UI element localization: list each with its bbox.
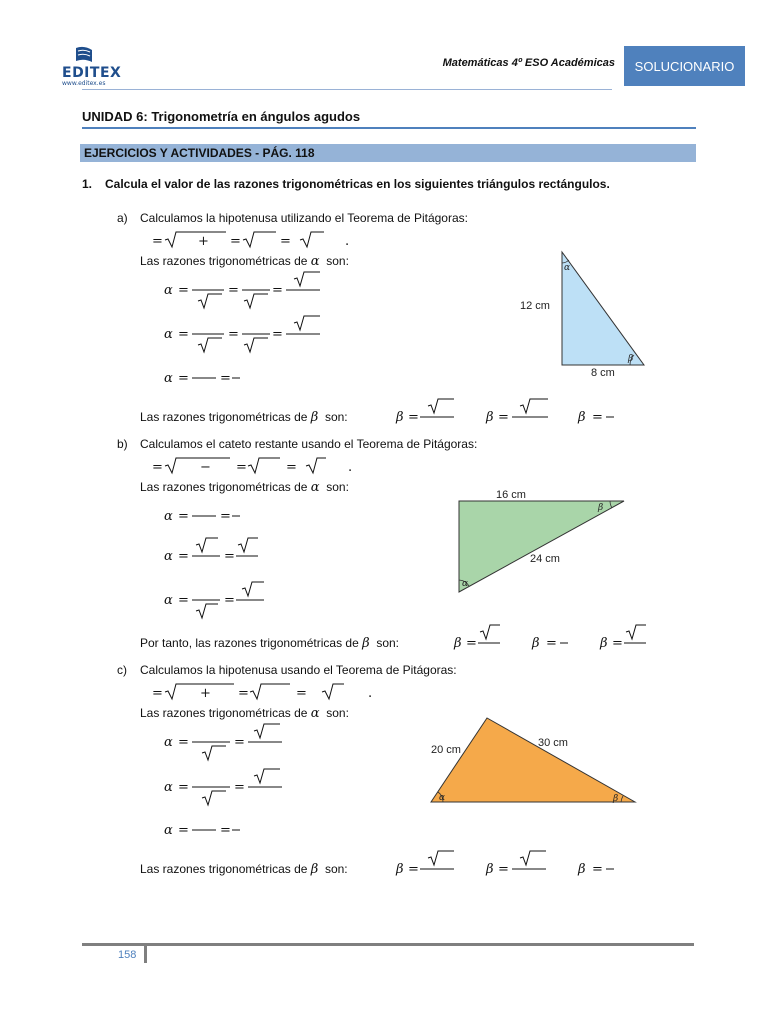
svg-text:=: =	[178, 327, 189, 342]
part-a-alpha-ratio-3	[162, 366, 252, 386]
svg-text:=: =	[592, 410, 603, 425]
svg-text:+: +	[198, 234, 209, 249]
footer-tick	[144, 944, 147, 963]
svg-text:α: α	[564, 263, 571, 273]
svg-text:=: =	[498, 410, 509, 425]
svg-text:α: α	[164, 509, 173, 524]
svg-text:=: =	[236, 460, 247, 475]
part-c-alpha-text: Las razones trigonométricas de α son:	[140, 706, 349, 721]
part-a-intro: Calculamos la hipotenusa utilizando el Teorema de Pitágoras:	[140, 211, 468, 225]
svg-text:=: =	[408, 410, 419, 425]
svg-text:=: =	[220, 509, 231, 524]
svg-text:β: β	[578, 410, 586, 425]
svg-text:=: =	[178, 780, 189, 795]
logo-url: www.editex.es	[62, 80, 106, 87]
svg-text:=: =	[178, 593, 189, 608]
part-c-letter: c)	[117, 663, 127, 677]
part-c-alpha-ratio-2	[162, 767, 292, 807]
svg-text:α: α	[164, 371, 173, 386]
svg-text:.: .	[345, 234, 350, 249]
part-a-letter: a)	[117, 211, 128, 225]
question-number: 1.	[82, 177, 93, 191]
part-b-beta-ratios	[452, 620, 652, 650]
svg-text:=: =	[230, 234, 241, 249]
svg-text:β: β	[532, 636, 540, 651]
page-number: 158	[118, 949, 137, 961]
svg-text:=: =	[296, 686, 307, 701]
triangle-b-side-16: 16 cm	[496, 489, 526, 501]
part-a-pythagoras-formula	[150, 228, 360, 250]
svg-text:β: β	[578, 862, 586, 877]
part-a-alpha-ratio-2	[162, 316, 332, 354]
svg-text:β: β	[613, 794, 619, 804]
document-title: Matemáticas 4º ESO Académicas	[442, 57, 615, 69]
svg-text:=: =	[178, 735, 189, 750]
svg-text:=: =	[498, 862, 509, 877]
svg-text:α: α	[164, 823, 173, 838]
svg-text:=: =	[228, 327, 239, 342]
logo-text: EDITEX	[62, 65, 122, 81]
svg-text:=: =	[238, 686, 249, 701]
editex-logo-icon	[62, 46, 124, 66]
part-c-alpha-ratio-3	[162, 818, 252, 838]
svg-text:=: =	[280, 234, 291, 249]
part-c-intro: Calculamos la hipotenusa usando el Teorema de Pitágoras:	[140, 663, 457, 677]
footer-rule	[82, 943, 694, 946]
svg-text:=: =	[234, 780, 245, 795]
svg-text:β: β	[396, 862, 404, 877]
svg-text:=: =	[224, 593, 235, 608]
part-a-beta-ratios	[394, 396, 624, 424]
part-a-alpha-ratio-1	[162, 272, 332, 310]
svg-text:α: α	[164, 593, 173, 608]
svg-text:=: =	[152, 460, 163, 475]
part-c-beta-ratios	[394, 848, 624, 876]
svg-text:=: =	[272, 327, 283, 342]
svg-text:β: β	[598, 503, 604, 513]
svg-text:=: =	[272, 283, 283, 298]
part-b-letter: b)	[117, 437, 128, 451]
svg-text:β: β	[396, 410, 404, 425]
svg-text:.: .	[348, 460, 353, 475]
svg-text:.: .	[368, 686, 373, 701]
svg-text:=: =	[220, 371, 231, 386]
header-divider	[82, 89, 612, 90]
svg-text:β: β	[628, 354, 634, 364]
part-b-pythagoras-formula	[150, 454, 360, 476]
svg-text:α: α	[164, 283, 173, 298]
section-title: EJERCICIOS Y ACTIVIDADES - PÁG. 118	[84, 146, 315, 160]
part-c-pythagoras-formula	[150, 680, 380, 702]
svg-text:=: =	[466, 636, 477, 651]
triangle-a-side-8: 8 cm	[591, 367, 615, 379]
svg-text:=: =	[228, 283, 239, 298]
part-b-alpha-text: Las razones trigonométricas de α son:	[140, 480, 349, 495]
unit-title: UNIDAD 6: Trigonometría en ángulos agudos	[82, 109, 361, 124]
svg-text:=: =	[178, 549, 189, 564]
svg-text:α: α	[164, 735, 173, 750]
triangle-b-figure	[440, 482, 640, 597]
triangle-b-side-24: 24 cm	[530, 553, 560, 565]
solucionario-badge: SOLUCIONARIO	[624, 46, 745, 86]
svg-text:=: =	[408, 862, 419, 877]
triangle-c-side-20: 20 cm	[431, 744, 461, 756]
svg-text:=: =	[178, 823, 189, 838]
svg-text:α: α	[164, 327, 173, 342]
svg-text:=: =	[178, 509, 189, 524]
unit-underline	[82, 127, 696, 129]
svg-text:−: −	[200, 460, 211, 475]
triangle-c-side-30: 30 cm	[538, 737, 568, 749]
svg-text:β: β	[486, 862, 494, 877]
svg-text:=: =	[224, 549, 235, 564]
svg-text:+: +	[200, 686, 211, 701]
part-b-beta-text: Por tanto, las razones trigonométricas de β son:	[140, 636, 399, 651]
svg-text:=: =	[178, 371, 189, 386]
svg-text:=: =	[234, 735, 245, 750]
part-c-beta-text: Las razones trigonométricas de β son:	[140, 862, 348, 877]
part-a-alpha-text: Las razones trigonométricas de α son:	[140, 254, 349, 269]
part-b-intro: Calculamos el cateto restante usando el Teorema de Pitágoras:	[140, 437, 478, 451]
part-c-alpha-ratio-1	[162, 722, 292, 762]
svg-text:β: β	[600, 636, 608, 651]
svg-text:α: α	[164, 780, 173, 795]
svg-text:=: =	[612, 636, 623, 651]
part-a-beta-text: Las razones trigonométricas de β son:	[140, 410, 348, 425]
svg-text:=: =	[286, 460, 297, 475]
question-text: Calcula el valor de las razones trigonométricas en los siguientes triángulos rectángulos.	[105, 177, 610, 191]
part-b-alpha-ratio-3	[162, 577, 272, 621]
triangle-c-figure	[425, 712, 640, 807]
triangle-a-side-12: 12 cm	[520, 300, 550, 312]
svg-text:β: β	[454, 636, 462, 651]
question-1	[82, 177, 610, 191]
svg-text:α: α	[164, 549, 173, 564]
svg-text:β: β	[486, 410, 494, 425]
svg-text:=: =	[220, 823, 231, 838]
svg-text:=: =	[592, 862, 603, 877]
svg-text:=: =	[178, 283, 189, 298]
part-b-alpha-ratio-1	[162, 504, 252, 524]
triangle-a-figure	[510, 245, 650, 380]
svg-text:=: =	[152, 234, 163, 249]
svg-text:=: =	[546, 636, 557, 651]
svg-text:=: =	[152, 686, 163, 701]
svg-text:α: α	[462, 579, 469, 589]
svg-text:α: α	[439, 793, 446, 803]
part-b-alpha-ratio-2	[162, 536, 272, 566]
